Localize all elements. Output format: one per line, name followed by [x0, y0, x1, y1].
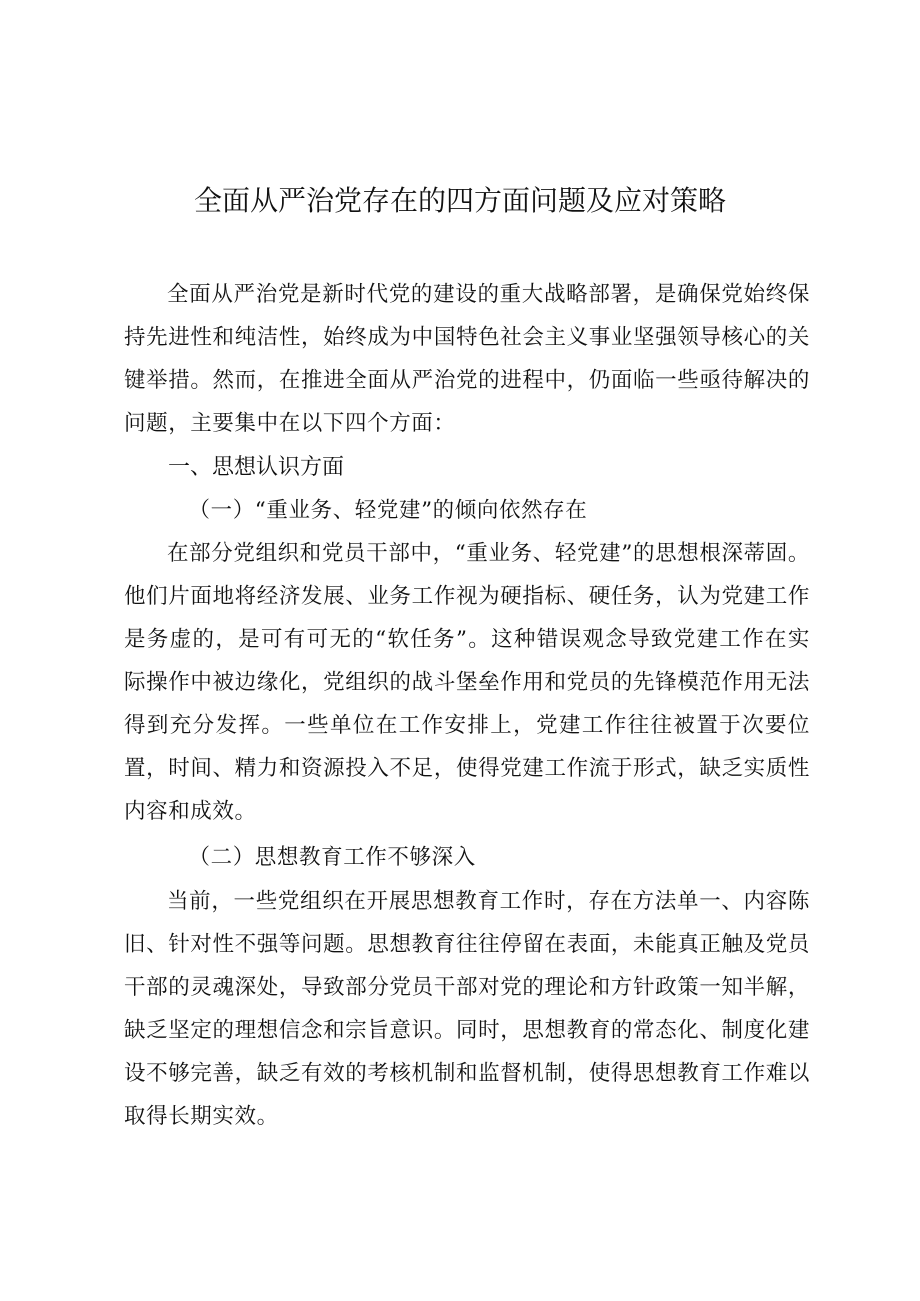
- document-title: 全面从严治党存在的四方面问题及应对策略: [193, 184, 726, 217]
- subsection-paragraph-2: 当前，一些党组织在开展思想教育工作时，存在方法单一、内容陈旧、针对性不强等问题。思想教育往往停留在表面，未能真正触及党员干部的灵魂深处，导致部分党员干部对党的理论和方针政策一知半解，缺乏坚定的理想信念和宗旨意识。同时，思想教育的常态化、制度化建设不够完善，缺乏有效的考核机制和监督机制，使得思想教育工作难以取得长期实效。: [124, 889, 810, 1129]
- intro-paragraph: 全面从严治党是新时代党的建设的重大战略部署，是确保党始终保持先进性和纯洁性，始终成为中国特色社会主义事业坚强领导核心的关键举措。然而，在推进全面从严治党的进程中，仍面临一些亟待解决的问题，主要集中在以下四个方面：: [124, 282, 810, 436]
- subsection-heading-1: （一）“重业务、轻党建”的倾向依然存在: [188, 498, 588, 523]
- subsection-paragraph-1: 在部分党组织和党员干部中，“重业务、轻党建”的思想根深蒂固。他们片面地将经济发展、业务工作视为硬指标、硬任务，认为党建工作是务虚的，是可有可无的“软任务”。这种错误观念导致党建工作在实际操作中被边缘化，党组织的战斗堡垒作用和党员的先锋模范作用无法得到充分发挥。一些单位在工作安排上，党建工作往往被置于次要位置，时间、精力和资源投入不足，使得党建工作流于形式，缺乏实质性内容和成效。: [124, 541, 810, 824]
- section-heading-1: 一、思想认识方面: [168, 455, 345, 480]
- subsection-heading-2: （二）思想教育工作不够深入: [188, 845, 476, 870]
